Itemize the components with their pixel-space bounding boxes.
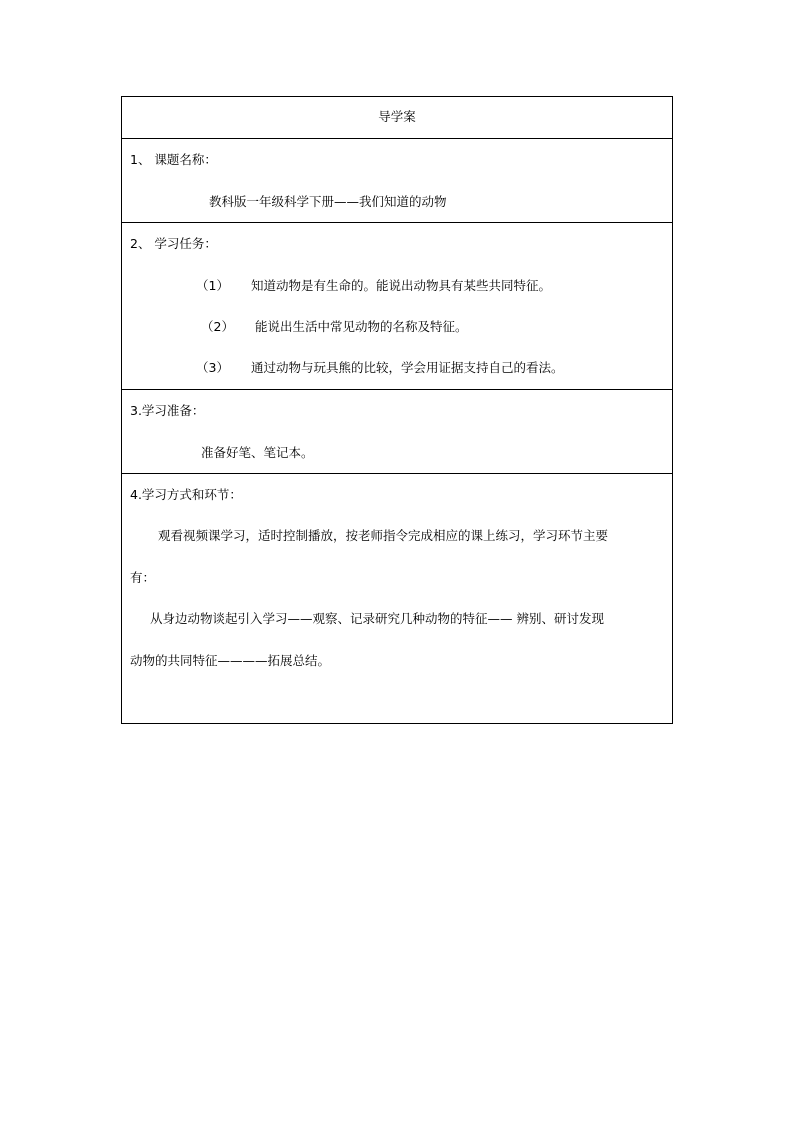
page-title: 导学案 <box>378 109 416 124</box>
study-guide-table <box>121 96 673 724</box>
section-tasks <box>122 223 672 390</box>
method-paragraph-line: 观看视频课学习，适时控制播放，按老师指令完成相应的课上练习，学习环节主要 <box>158 528 609 543</box>
section-topic-body: 教科版一年级科学下册——我们知道的动物 <box>209 194 447 209</box>
method-paragraph-line: 从身边动物谈起引入学习——观察、记录研究几种动物的特征—— 辨别、研讨发现 <box>150 611 604 626</box>
task-number: （1） <box>196 278 229 293</box>
task-text: 能说出生活中常见动物的名称及特征。 <box>254 319 468 334</box>
task-item <box>201 319 467 335</box>
task-number: （3） <box>196 360 229 375</box>
section-tasks-heading: 2、 学习任务： <box>130 236 217 251</box>
section-preparation-body: 准备好笔、笔记本。 <box>201 445 314 460</box>
method-paragraph-line: 动物的共同特征————拓展总结。 <box>130 653 331 668</box>
section-preparation <box>122 390 672 474</box>
section-preparation-heading: 3.学习准备： <box>130 403 205 418</box>
section-topic <box>122 139 672 223</box>
task-item <box>196 278 551 294</box>
method-paragraph-line: 有： <box>130 570 156 585</box>
title-row <box>122 97 672 139</box>
task-text: 知道动物是有生命的。能说出动物具有某些共同特征。 <box>250 278 551 293</box>
task-number: （2） <box>201 319 234 334</box>
task-text: 通过动物与玩具熊的比较，学会用证据支持自己的看法。 <box>250 360 564 375</box>
section-topic-heading: 1、 课题名称： <box>130 152 217 167</box>
section-method-heading: 4.学习方式和环节： <box>130 487 242 502</box>
task-item <box>196 360 563 376</box>
section-method <box>122 474 672 723</box>
